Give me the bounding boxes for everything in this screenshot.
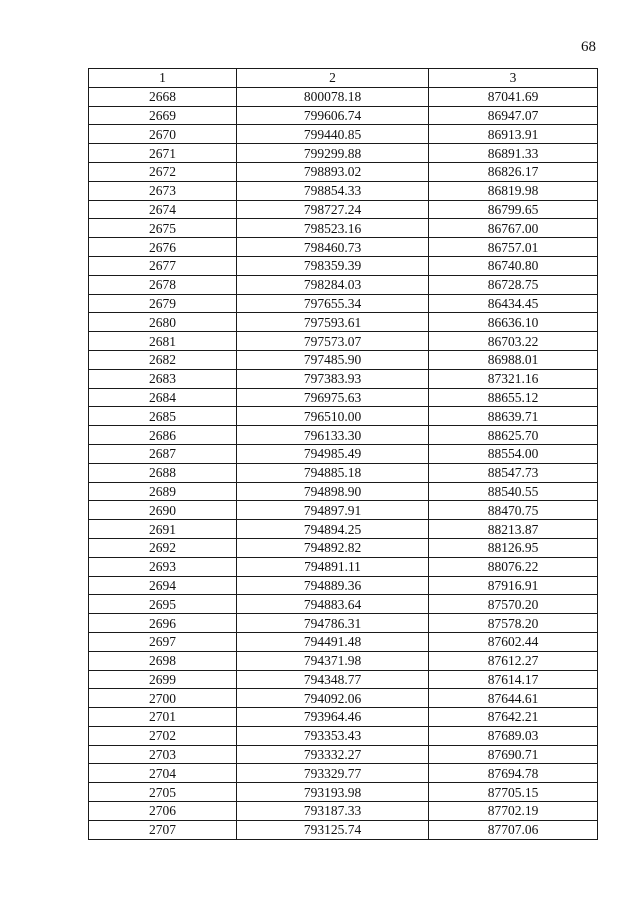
point-number-cell: 2670 <box>89 125 237 144</box>
x-coordinate-cell: 798460.73 <box>237 238 429 257</box>
point-number-cell: 2701 <box>89 708 237 727</box>
point-number-cell: 2696 <box>89 614 237 633</box>
point-number-cell: 2668 <box>89 87 237 106</box>
table-row <box>89 632 598 651</box>
table-body <box>89 87 598 839</box>
x-coordinate-cell: 794894.25 <box>237 520 429 539</box>
x-coordinate-cell: 793964.46 <box>237 708 429 727</box>
point-number-cell: 2675 <box>89 219 237 238</box>
point-number-cell: 2687 <box>89 444 237 463</box>
point-number-cell: 2704 <box>89 764 237 783</box>
point-number-cell: 2700 <box>89 689 237 708</box>
y-coordinate-cell: 87570.20 <box>429 595 598 614</box>
table-row <box>89 764 598 783</box>
x-coordinate-cell: 794898.90 <box>237 482 429 501</box>
point-number-cell: 2676 <box>89 238 237 257</box>
table-row <box>89 332 598 351</box>
y-coordinate-cell: 87916.91 <box>429 576 598 595</box>
x-coordinate-cell: 793329.77 <box>237 764 429 783</box>
x-coordinate-cell: 799606.74 <box>237 106 429 125</box>
table-row <box>89 294 598 313</box>
table-row <box>89 388 598 407</box>
table-row <box>89 407 598 426</box>
y-coordinate-cell: 86819.98 <box>429 181 598 200</box>
y-coordinate-cell: 86988.01 <box>429 350 598 369</box>
point-number-cell: 2672 <box>89 162 237 181</box>
table-row <box>89 520 598 539</box>
x-coordinate-cell: 797593.61 <box>237 313 429 332</box>
x-coordinate-cell: 796975.63 <box>237 388 429 407</box>
x-coordinate-cell: 794897.91 <box>237 501 429 520</box>
point-number-cell: 2689 <box>89 482 237 501</box>
point-number-cell: 2697 <box>89 632 237 651</box>
table-row <box>89 275 598 294</box>
point-number-cell: 2703 <box>89 745 237 764</box>
point-number-cell: 2682 <box>89 350 237 369</box>
table-row <box>89 726 598 745</box>
y-coordinate-cell: 88076.22 <box>429 557 598 576</box>
x-coordinate-cell: 798284.03 <box>237 275 429 294</box>
column-header-1: 1 <box>89 69 237 88</box>
x-coordinate-cell: 798854.33 <box>237 181 429 200</box>
table-row <box>89 350 598 369</box>
table-row <box>89 313 598 332</box>
point-number-cell: 2674 <box>89 200 237 219</box>
x-coordinate-cell: 797655.34 <box>237 294 429 313</box>
y-coordinate-cell: 88655.12 <box>429 388 598 407</box>
x-coordinate-cell: 798893.02 <box>237 162 429 181</box>
table-row <box>89 651 598 670</box>
x-coordinate-cell: 797573.07 <box>237 332 429 351</box>
point-number-cell: 2673 <box>89 181 237 200</box>
x-coordinate-cell: 793332.27 <box>237 745 429 764</box>
y-coordinate-cell: 88470.75 <box>429 501 598 520</box>
y-coordinate-cell: 87612.27 <box>429 651 598 670</box>
point-number-cell: 2707 <box>89 820 237 839</box>
x-coordinate-cell: 794885.18 <box>237 463 429 482</box>
point-number-cell: 2681 <box>89 332 237 351</box>
y-coordinate-cell: 86913.91 <box>429 125 598 144</box>
y-coordinate-cell: 88625.70 <box>429 426 598 445</box>
table-row <box>89 595 598 614</box>
table-row <box>89 200 598 219</box>
point-number-cell: 2685 <box>89 407 237 426</box>
table-row <box>89 144 598 163</box>
point-number-cell: 2690 <box>89 501 237 520</box>
table-row <box>89 670 598 689</box>
x-coordinate-cell: 794889.36 <box>237 576 429 595</box>
page-number: 68 <box>581 39 596 55</box>
point-number-cell: 2694 <box>89 576 237 595</box>
y-coordinate-cell: 86799.65 <box>429 200 598 219</box>
y-coordinate-cell: 87705.15 <box>429 783 598 802</box>
table-row <box>89 256 598 275</box>
column-header-3: 3 <box>429 69 598 88</box>
table-row <box>89 689 598 708</box>
x-coordinate-cell: 796510.00 <box>237 407 429 426</box>
table-row <box>89 369 598 388</box>
table-row <box>89 444 598 463</box>
x-coordinate-cell: 793353.43 <box>237 726 429 745</box>
x-coordinate-cell: 793125.74 <box>237 820 429 839</box>
y-coordinate-cell: 88554.00 <box>429 444 598 463</box>
table-row <box>89 219 598 238</box>
x-coordinate-cell: 799440.85 <box>237 125 429 144</box>
x-coordinate-cell: 800078.18 <box>237 87 429 106</box>
x-coordinate-cell: 794348.77 <box>237 670 429 689</box>
point-number-cell: 2692 <box>89 538 237 557</box>
point-number-cell: 2671 <box>89 144 237 163</box>
y-coordinate-cell: 86728.75 <box>429 275 598 294</box>
point-number-cell: 2678 <box>89 275 237 294</box>
x-coordinate-cell: 796133.30 <box>237 426 429 445</box>
y-coordinate-cell: 87689.03 <box>429 726 598 745</box>
table-row <box>89 820 598 839</box>
table-row <box>89 482 598 501</box>
y-coordinate-cell: 86826.17 <box>429 162 598 181</box>
y-coordinate-cell: 87690.71 <box>429 745 598 764</box>
y-coordinate-cell: 87702.19 <box>429 802 598 821</box>
y-coordinate-cell: 86947.07 <box>429 106 598 125</box>
table-row <box>89 745 598 764</box>
x-coordinate-cell: 797485.90 <box>237 350 429 369</box>
x-coordinate-cell: 794985.49 <box>237 444 429 463</box>
x-coordinate-cell: 794491.48 <box>237 632 429 651</box>
point-number-cell: 2699 <box>89 670 237 689</box>
x-coordinate-cell: 793193.98 <box>237 783 429 802</box>
y-coordinate-cell: 87614.17 <box>429 670 598 689</box>
x-coordinate-cell: 797383.93 <box>237 369 429 388</box>
table-header-row <box>89 69 598 88</box>
x-coordinate-cell: 793187.33 <box>237 802 429 821</box>
y-coordinate-cell: 88639.71 <box>429 407 598 426</box>
point-number-cell: 2702 <box>89 726 237 745</box>
y-coordinate-cell: 88213.87 <box>429 520 598 539</box>
table-row <box>89 614 598 633</box>
point-number-cell: 2684 <box>89 388 237 407</box>
y-coordinate-cell: 88547.73 <box>429 463 598 482</box>
y-coordinate-cell: 87707.06 <box>429 820 598 839</box>
table-row <box>89 426 598 445</box>
point-number-cell: 2693 <box>89 557 237 576</box>
coordinates-table <box>88 68 598 840</box>
y-coordinate-cell: 87642.21 <box>429 708 598 727</box>
y-coordinate-cell: 87578.20 <box>429 614 598 633</box>
y-coordinate-cell: 87041.69 <box>429 87 598 106</box>
point-number-cell: 2680 <box>89 313 237 332</box>
x-coordinate-cell: 794786.31 <box>237 614 429 633</box>
point-number-cell: 2677 <box>89 256 237 275</box>
point-number-cell: 2669 <box>89 106 237 125</box>
table-row <box>89 802 598 821</box>
column-header-2: 2 <box>237 69 429 88</box>
table-row <box>89 501 598 520</box>
table-row <box>89 162 598 181</box>
x-coordinate-cell: 799299.88 <box>237 144 429 163</box>
x-coordinate-cell: 798359.39 <box>237 256 429 275</box>
y-coordinate-cell: 86757.01 <box>429 238 598 257</box>
y-coordinate-cell: 87694.78 <box>429 764 598 783</box>
table-row <box>89 87 598 106</box>
table-row <box>89 576 598 595</box>
y-coordinate-cell: 88540.55 <box>429 482 598 501</box>
x-coordinate-cell: 798523.16 <box>237 219 429 238</box>
x-coordinate-cell: 794892.82 <box>237 538 429 557</box>
y-coordinate-cell: 86767.00 <box>429 219 598 238</box>
y-coordinate-cell: 86740.80 <box>429 256 598 275</box>
point-number-cell: 2698 <box>89 651 237 670</box>
y-coordinate-cell: 87602.44 <box>429 632 598 651</box>
y-coordinate-cell: 88126.95 <box>429 538 598 557</box>
y-coordinate-cell: 87321.16 <box>429 369 598 388</box>
point-number-cell: 2691 <box>89 520 237 539</box>
table-row <box>89 125 598 144</box>
point-number-cell: 2695 <box>89 595 237 614</box>
table-row <box>89 181 598 200</box>
y-coordinate-cell: 86703.22 <box>429 332 598 351</box>
y-coordinate-cell: 86891.33 <box>429 144 598 163</box>
y-coordinate-cell: 86434.45 <box>429 294 598 313</box>
table-row <box>89 783 598 802</box>
y-coordinate-cell: 87644.61 <box>429 689 598 708</box>
point-number-cell: 2683 <box>89 369 237 388</box>
x-coordinate-cell: 794371.98 <box>237 651 429 670</box>
point-number-cell: 2706 <box>89 802 237 821</box>
x-coordinate-cell: 794891.11 <box>237 557 429 576</box>
table-row <box>89 708 598 727</box>
x-coordinate-cell: 798727.24 <box>237 200 429 219</box>
table-row <box>89 106 598 125</box>
table-row <box>89 463 598 482</box>
point-number-cell: 2705 <box>89 783 237 802</box>
point-number-cell: 2686 <box>89 426 237 445</box>
x-coordinate-cell: 794092.06 <box>237 689 429 708</box>
table-row <box>89 538 598 557</box>
table-row <box>89 238 598 257</box>
y-coordinate-cell: 86636.10 <box>429 313 598 332</box>
point-number-cell: 2679 <box>89 294 237 313</box>
x-coordinate-cell: 794883.64 <box>237 595 429 614</box>
table-row <box>89 557 598 576</box>
point-number-cell: 2688 <box>89 463 237 482</box>
